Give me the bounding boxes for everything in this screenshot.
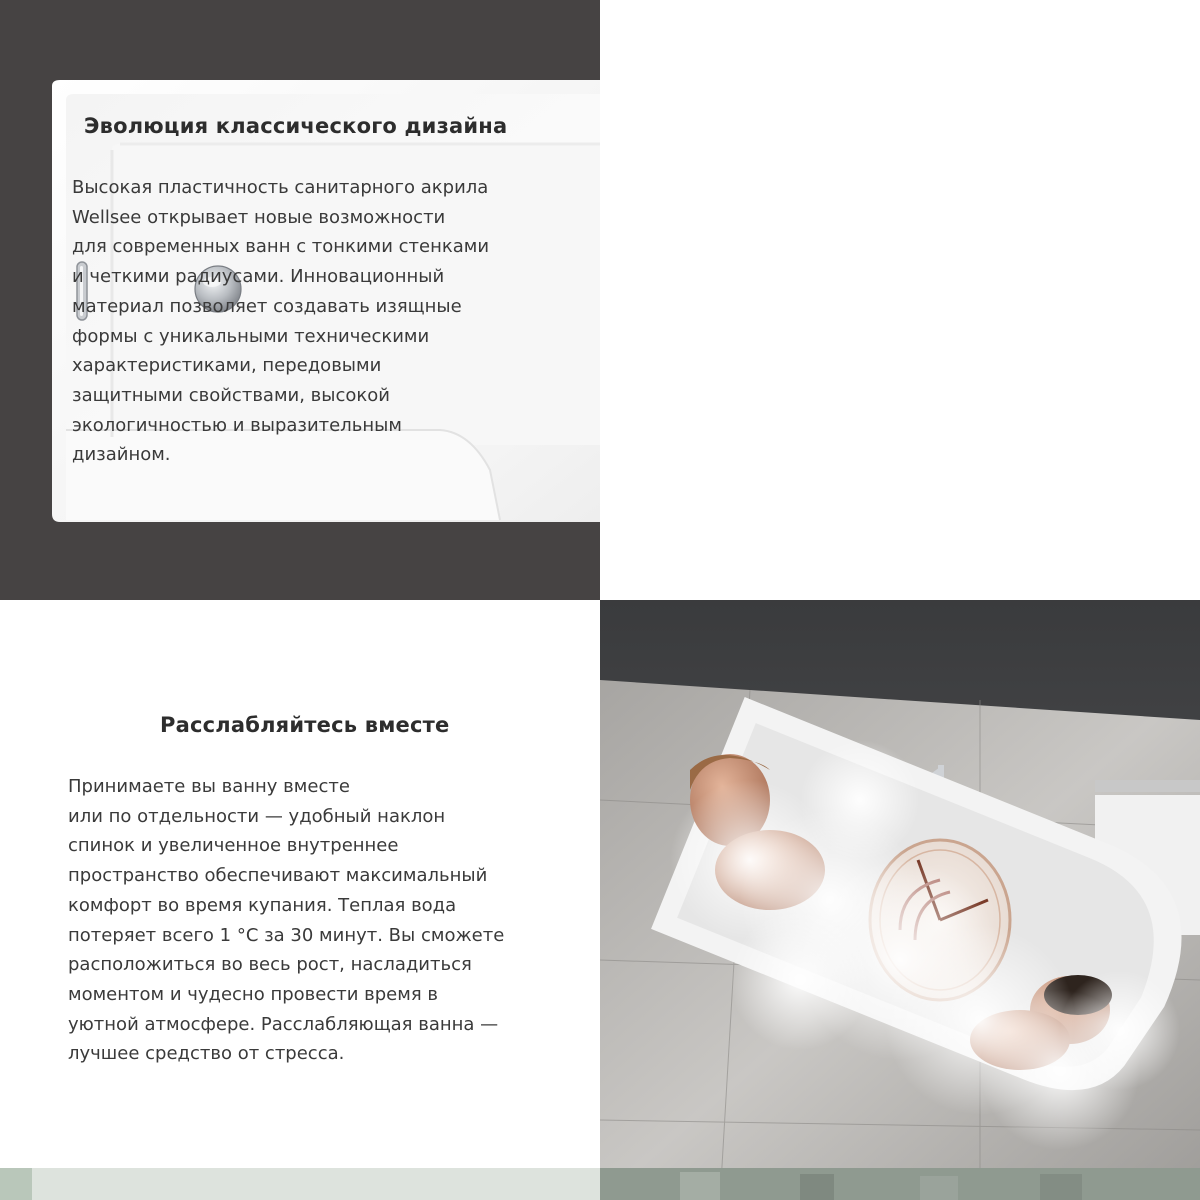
next-slide-strip — [0, 1168, 600, 1200]
couple-bath-photo — [600, 600, 1200, 1200]
bath-scene-illustration — [600, 600, 1200, 1200]
relax-section-title: Расслабляйтесь вместе — [160, 713, 450, 737]
design-section-title: Эволюция классического дизайна — [84, 114, 508, 138]
design-section — [600, 0, 1200, 600]
relax-section-text: Принимаете вы ванну вместе или по отдельности — удобный наклон спинок и увеличенное внутреннее пространство обеспечивают максимальный комфорт во время купания. Теплая вода потеряет всего 1 °C за 30 минут. Вы сможете расположиться во весь рост, насладиться моментом и чудесно провести время в уютной атмосфере. Расслабляющая ванна — лучшее средство от стресса. — [68, 776, 505, 1065]
design-section-text: Высокая пластичность санитарного акрила Wellsee открывает новые возможности для современных ванн с тонкими стенками и четкими радиусами. Инновационный материал позволяет создавать изящные формы с уникальными техническими характеристиками, передовыми защитными свойствами, высокой экологичностью и выразительным дизайном. — [72, 177, 490, 466]
